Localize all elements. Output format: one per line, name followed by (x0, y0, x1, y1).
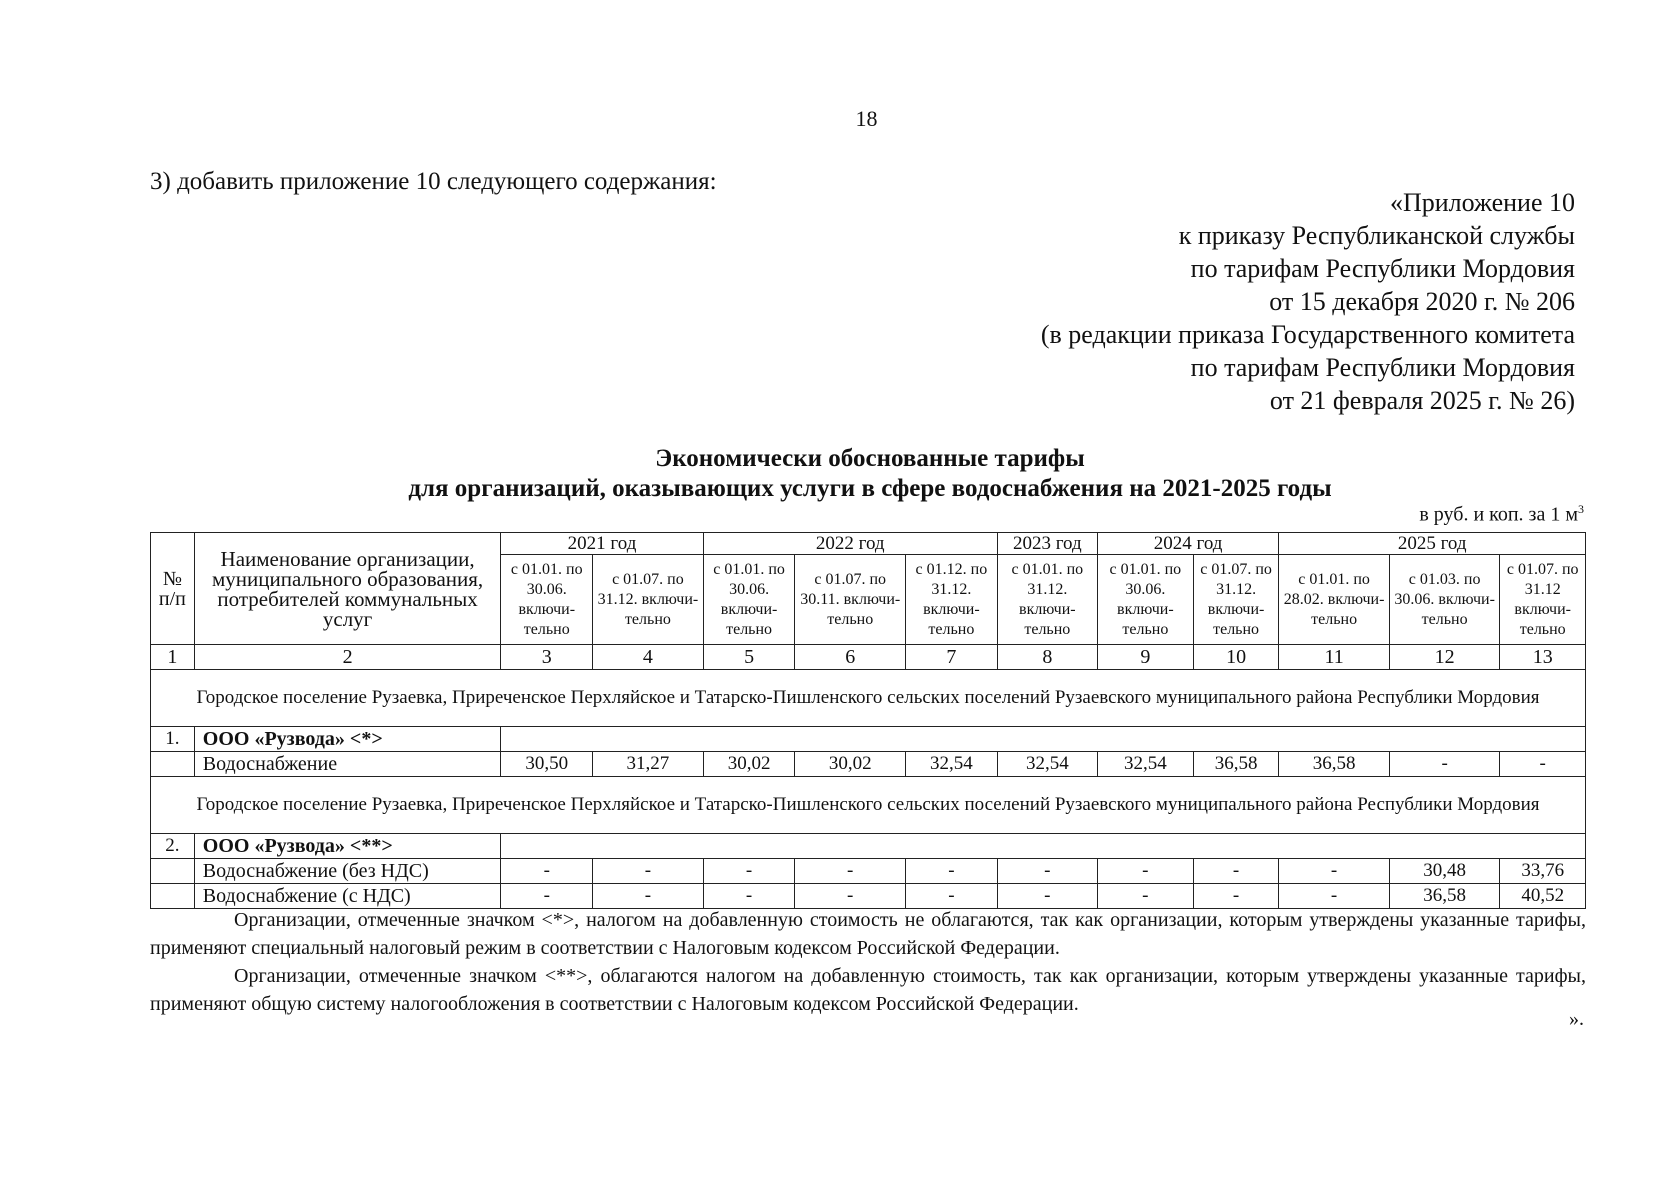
column-number: 8 (997, 645, 1097, 670)
tariff-cell: - (1389, 752, 1500, 777)
column-number: 2 (194, 645, 501, 670)
tariff-cell: - (501, 859, 593, 884)
column-number: 4 (593, 645, 704, 670)
header-num: № п/п (151, 533, 195, 645)
appendix-line: (в редакции приказа Государственного комитета (1040, 320, 1575, 349)
appendix-line: по тарифам Республики Мордовия (1190, 353, 1575, 382)
tariff-cell: - (1279, 884, 1390, 909)
tariff-cell: - (1097, 859, 1193, 884)
document-subtitle: для организаций, оказывающих услуги в сфере водоснабжения на 2021-2025 годы (408, 475, 1332, 502)
org-name: ООО «Рузвода» <**> (194, 834, 501, 859)
column-number: 6 (795, 645, 906, 670)
tariff-cell: 32,54 (1097, 752, 1193, 777)
empty-cell (151, 884, 195, 909)
tariff-cell: - (795, 884, 906, 909)
tariff-cell: 36,58 (1279, 752, 1390, 777)
tariff-cell: 31,27 (593, 752, 704, 777)
tariff-cell: - (501, 884, 593, 909)
tariff-cell: - (1500, 752, 1586, 777)
footnote: Организации, отмеченные значком <**>, облагаются налогом на добавленную стоимость, так как организации, которым утверждены указанные тарифы, применяют общую систему налогообложения в соответствии с Налоговым кодексом Российской Федерации. (150, 965, 1586, 1015)
tariff-cell: - (905, 884, 997, 909)
appendix-heading (1041, 186, 1575, 417)
org-number: 2. (151, 834, 195, 859)
header-period: с 01.07. по 31.12. включи-тельно (593, 555, 704, 645)
tariff-cell: - (703, 859, 795, 884)
header-period: с 01.01. по 31.12. включи-тельно (997, 555, 1097, 645)
tariff-cell: 30,48 (1389, 859, 1500, 884)
header-year: 2022 год (703, 533, 997, 555)
header-year: 2021 год (501, 533, 703, 555)
region-row: Городское поселение Рузаевка, Приреченское Перхляйское и Татарско-Пишленского сельских поселений Рузаевского муниципального района Республики Мордовия (151, 670, 1586, 727)
empty-cell (151, 752, 195, 777)
column-number: 7 (905, 645, 997, 670)
header-period: с 01.07. по 31.12. включи-тельно (1193, 555, 1279, 645)
tariff-cell: - (703, 884, 795, 909)
tariff-cell: 32,54 (997, 752, 1097, 777)
column-number: 11 (1279, 645, 1390, 670)
org-empty-cell (501, 834, 1586, 859)
header-period: с 01.07. по 31.12 включи-тельно (1500, 555, 1586, 645)
tariff-cell: 30,50 (501, 752, 593, 777)
column-number: 9 (1097, 645, 1193, 670)
header-period: с 01.07. по 30.11. включи-тельно (795, 555, 906, 645)
tariff-cell: 40,52 (1500, 884, 1586, 909)
tariff-cell: - (905, 859, 997, 884)
column-number: 13 (1500, 645, 1586, 670)
units-label: в руб. и коп. за 1 $м^3$ (1419, 502, 1584, 526)
tariff-cell: - (795, 859, 906, 884)
footnotes (150, 906, 1586, 1018)
org-name: ООО «Рузвода» <*> (194, 727, 501, 752)
region-row: Городское поселение Рузаевка, Приреченское Перхляйское и Татарско-Пишленского сельских поселений Рузаевского муниципального района Республики Мордовия (151, 777, 1586, 834)
tariff-cell: - (1097, 884, 1193, 909)
tariff-cell: 32,54 (905, 752, 997, 777)
appendix-line: к приказу Республиканской службы (1178, 221, 1575, 250)
org-empty-cell (501, 727, 1586, 752)
tariff-cell: 33,76 (1500, 859, 1586, 884)
column-number: 3 (501, 645, 593, 670)
header-name: Наименование организации, муниципального образования, потребителей коммунальных услуг (194, 533, 501, 645)
header-period: с 01.01. по 28.02. включи-тельно (1279, 555, 1390, 645)
header-period: с 01.01. по 30.06. включи-тельно (501, 555, 593, 645)
tariff-cell: - (1279, 859, 1390, 884)
empty-cell (151, 859, 195, 884)
header-period: с 01.01. по 30.06. включи-тельно (1097, 555, 1193, 645)
tariff-cell: 30,02 (703, 752, 795, 777)
tariff-cell: - (1193, 859, 1279, 884)
service-name: Водоснабжение (без НДС) (194, 859, 501, 884)
intro-text: 3) добавить приложение 10 следующего содержания: (150, 168, 717, 195)
service-name: Водоснабжение (с НДС) (194, 884, 501, 909)
org-number: 1. (151, 727, 195, 752)
tariff-cell: 36,58 (1193, 752, 1279, 777)
tariff-cell: - (593, 859, 704, 884)
column-number: 10 (1193, 645, 1279, 670)
tariff-cell: 36,58 (1389, 884, 1500, 909)
header-period: с 01.12. по 31.12. включи-тельно (905, 555, 997, 645)
tariff-cell: - (1193, 884, 1279, 909)
page-number: 18 (855, 106, 878, 131)
document-title: Экономически обоснованные тарифы (655, 445, 1085, 472)
column-number: 12 (1389, 645, 1500, 670)
tariff-table (150, 532, 1586, 909)
appendix-line: от 21 февраля 2025 г. № 26) (1269, 386, 1575, 415)
header-year: 2023 год (997, 533, 1097, 555)
service-name: Водоснабжение (194, 752, 501, 777)
column-number: 5 (703, 645, 795, 670)
tariff-cell: - (593, 884, 704, 909)
column-number: 1 (151, 645, 195, 670)
appendix-line: от 15 декабря 2020 г. № 206 (1269, 287, 1575, 316)
header-year: 2025 год (1279, 533, 1586, 555)
tariff-cell: - (997, 884, 1097, 909)
tariff-cell: 30,02 (795, 752, 906, 777)
header-period: с 01.03. по 30.06. включи-тельно (1389, 555, 1500, 645)
tariff-cell: - (997, 859, 1097, 884)
closing-quote: ». (1569, 1008, 1584, 1030)
header-period: с 01.01. по 30.06. включи-тельно (703, 555, 795, 645)
appendix-line: «Приложение 10 (1389, 188, 1575, 217)
header-year: 2024 год (1097, 533, 1278, 555)
footnote: Организации, отмеченные значком <*>, налогом на добавленную стоимость не облагаются, так как организации, которым утверждены указанные тарифы, применяют специальный налоговый режим в соответствии с Налоговым кодексом Российской Федерации. (150, 909, 1586, 959)
appendix-line: по тарифам Республики Мордовия (1190, 254, 1575, 283)
